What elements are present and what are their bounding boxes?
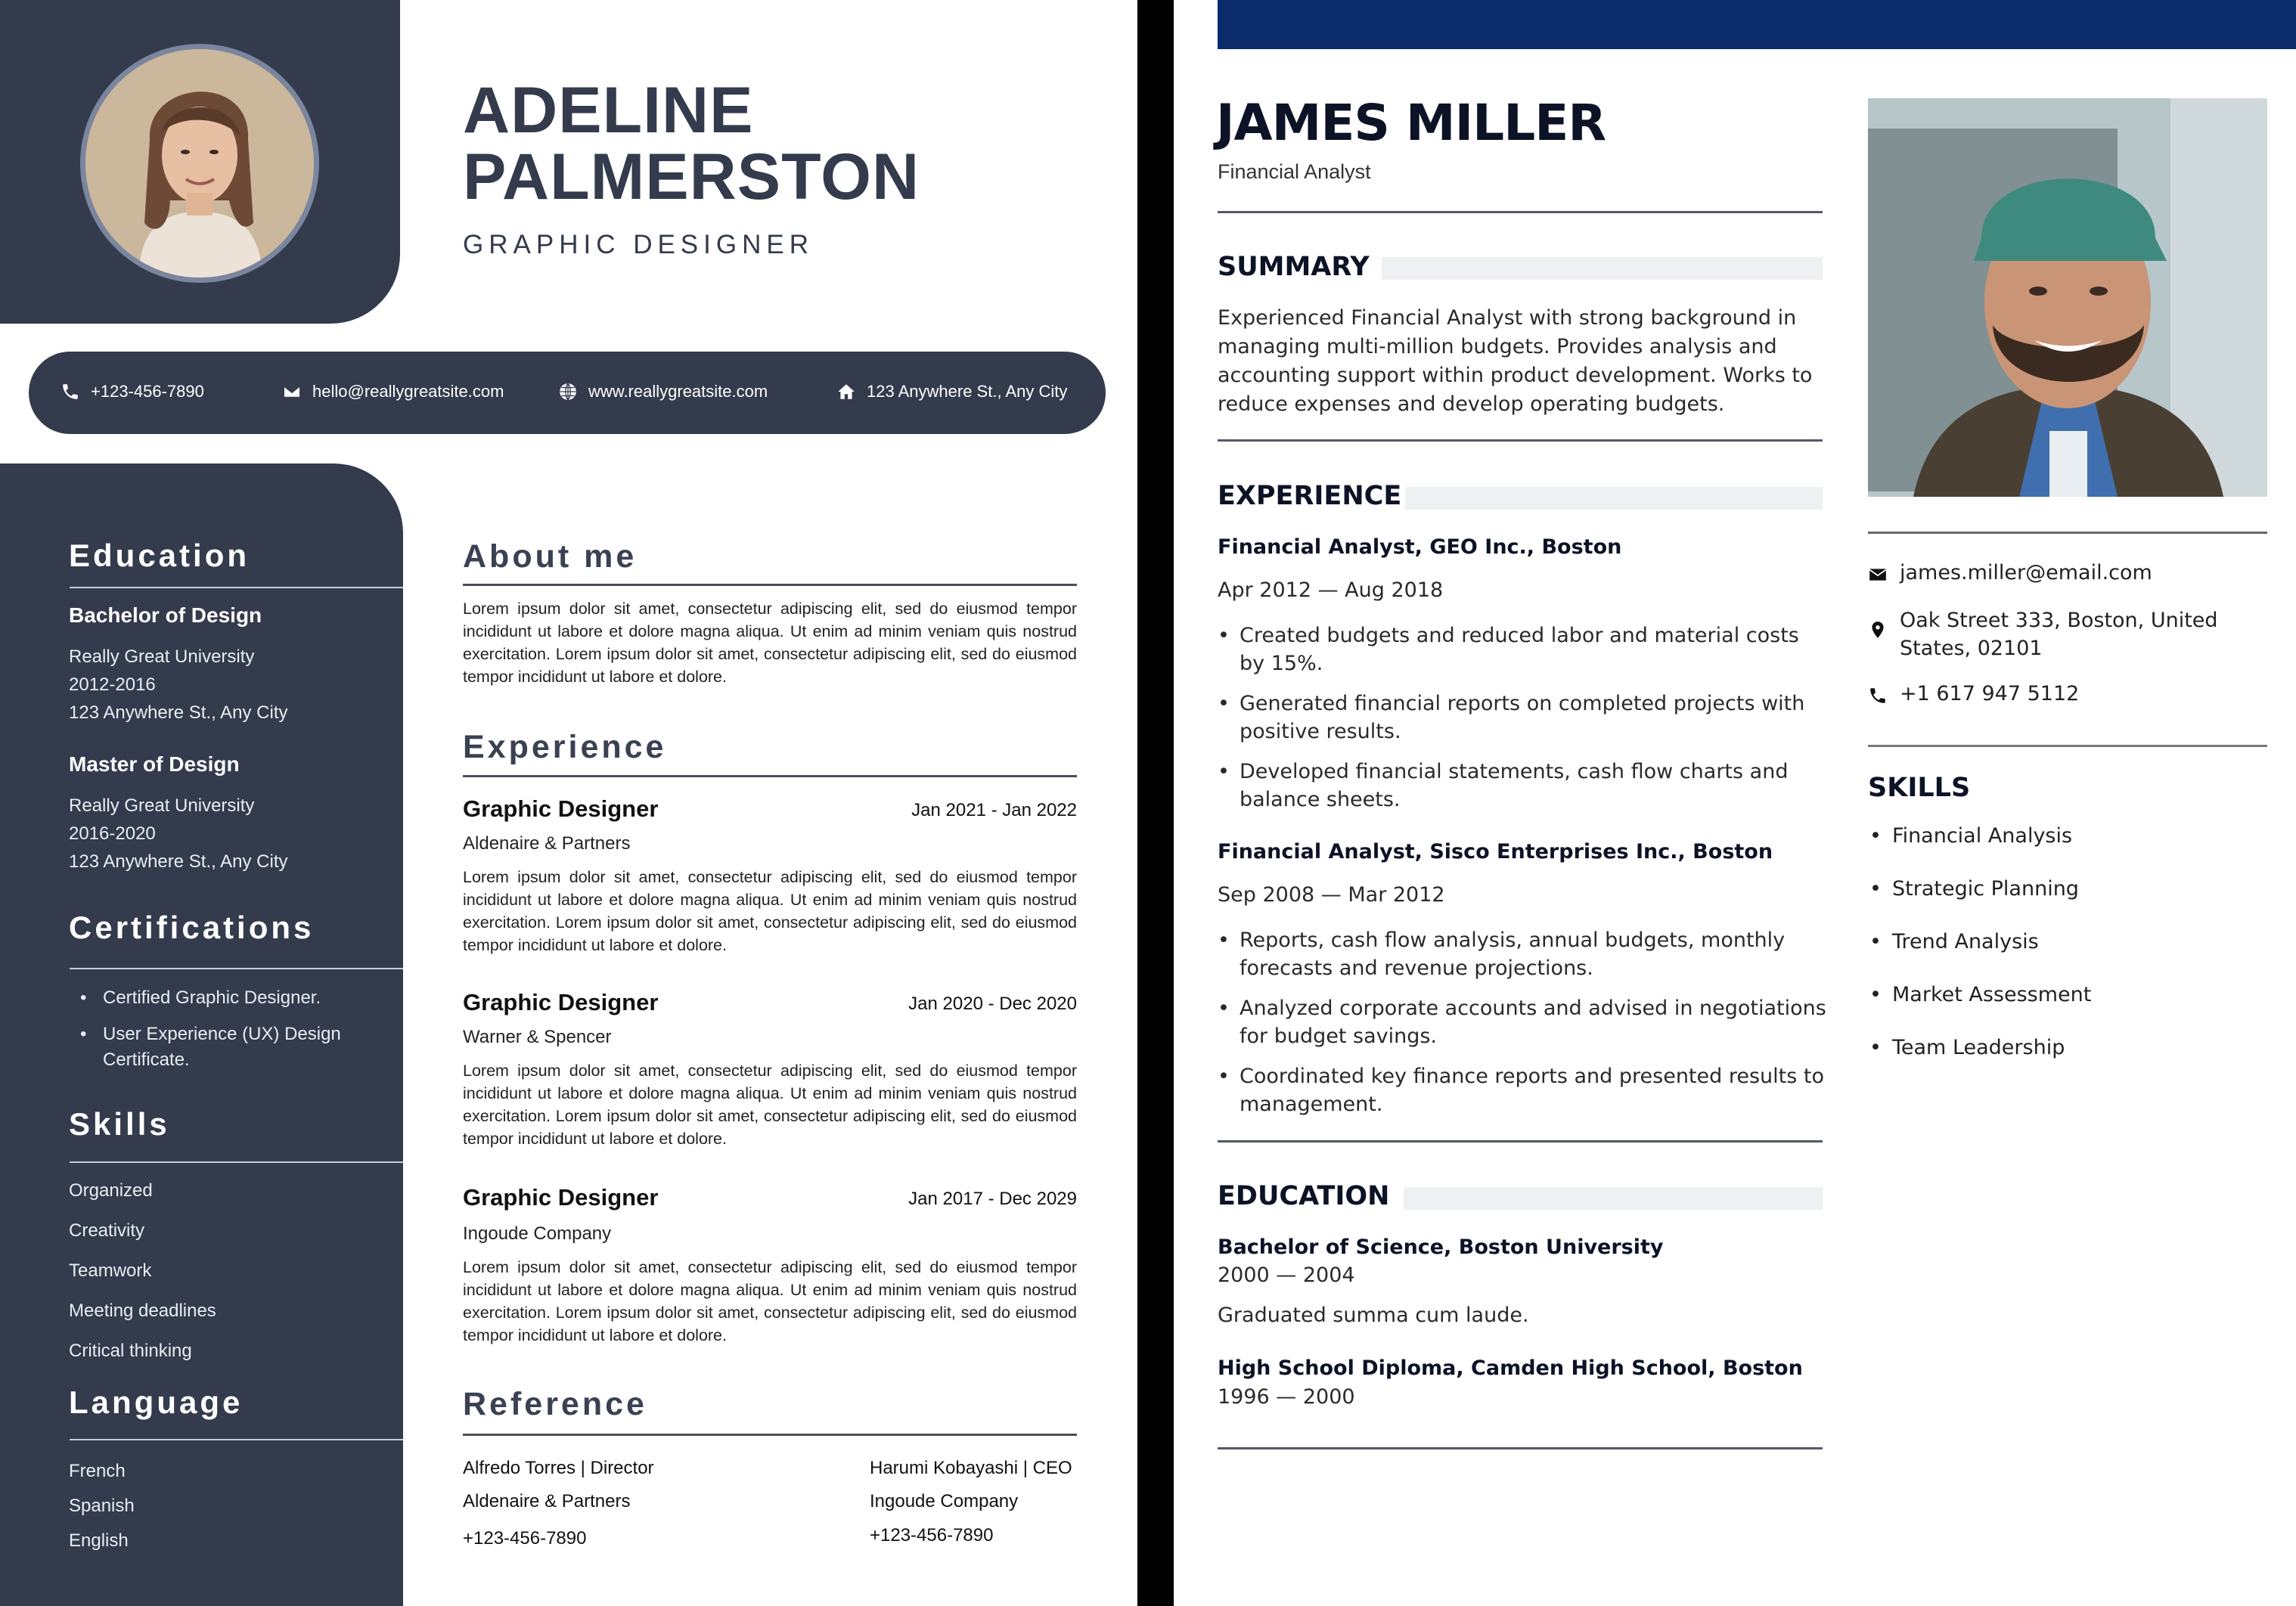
location-pin-icon [1868,620,1888,640]
skill-item: • Market Assessment [1868,983,2091,1036]
home-icon [836,382,856,402]
header-banner [1218,0,2296,49]
list-item: • Coordinated key finance reports and presented results to management. [1218,1062,1826,1118]
degree-title: Bachelor of Science, Boston University [1218,1236,1664,1259]
job-dates: Jan 2021 - Jan 2022 [911,800,1077,820]
contact-bar [29,352,1106,434]
reference-company: Aldenaire & Partners [463,1491,631,1511]
divider [463,1434,1077,1436]
job-dates: Jan 2017 - Dec 2029 [908,1189,1077,1209]
contact-phone-text: +123-456-7890 [91,382,204,401]
education-heading: EDUCATION [1218,1181,1390,1211]
profile-photo [85,49,314,277]
contact-address-text: Oak Street 333, Boston, United States, 02101 [1900,609,2218,660]
degree-school: Really Great University [69,646,255,667]
degree-school: Really Great University [69,795,255,816]
job-company: Ingoude Company [463,1223,612,1244]
language-item: Spanish [69,1496,135,1516]
job-company: Warner & Spencer [463,1027,612,1047]
language-heading: Language [69,1384,244,1420]
phone-icon [61,382,80,402]
contact-address [836,382,1067,402]
job-description: Lorem ipsum dolor sit amet, consectetur adipiscing elit, sed do eiusmod tempor incididunt ut labore et dolore magna aliqua. Ut enim ad minim veniam quis nostrud exercitation. Lorem ipsum dolor sit amet, consectetur adipiscing elit, sed do eiusmod tempor incididunt ut labore et dolore. [463,1258,1077,1344]
about-text: Lorem ipsum dolor sit amet, consectetur adipiscing elit, sed do eiusmod tempor incididunt ut labore et dolore magna aliqua. Ut enim ad minim veniam quis nostrud exercitation. Lorem ipsum dolor sit amet, consectetur adipiscing elit, sed do eiusmod tempor incididunt ut labore et dolore. [463,600,1077,686]
contact-email-text: hello@reallygreatsite.com [312,382,504,401]
contact-website[interactable] [558,382,768,402]
phone-icon [1868,686,1888,705]
divider [1868,532,2267,534]
reference-phone: +123-456-7890 [870,1525,994,1546]
contact-email[interactable] [1868,561,2152,584]
reference-company: Ingoude Company [870,1491,1019,1511]
language-item: English [69,1530,129,1551]
profile-photo [1868,98,2267,497]
degree-address: 123 Anywhere St., Any City [69,851,288,872]
degree-years: 2012-2016 [69,674,156,695]
job-dates: Jan 2020 - Dec 2020 [908,994,1077,1014]
contact-phone[interactable] [1868,682,2079,705]
job-title: Graphic Designer [463,795,659,822]
contact-email[interactable] [282,382,504,402]
language-item: French [69,1461,126,1481]
divider [463,775,1077,777]
skill-item: • Strategic Planning [1868,877,2091,930]
job-description: Lorem ipsum dolor sit amet, consectetur adipiscing elit, sed do eiusmod tempor incididunt ut labore et dolore magna aliqua. Ut enim ad minim veniam quis nostrud exercitation. Lorem ipsum dolor sit amet, consectetur adipiscing elit, sed do eiusmod tempor incididunt ut labore et dolore. [463,868,1077,954]
skill-item: Meeting deadlines [69,1301,216,1321]
heading-bar [1404,1187,1823,1210]
contact-phone[interactable] [61,382,204,402]
heading-bar [1382,257,1823,280]
job-title: Financial Analyst [1218,160,1371,183]
divider [70,968,403,969]
envelope-icon [282,382,302,402]
divider [1218,211,1823,213]
contact-email-text: james.miller@email.com [1900,561,2152,584]
reference-phone: +123-456-7890 [463,1528,587,1549]
divider [70,1161,403,1163]
degree-address: 123 Anywhere St., Any City [69,702,288,723]
list-item: • Analyzed corporate accounts and advised in negotiations for budget savings. [1218,994,1826,1050]
resume-james-miller [1174,0,2296,1606]
resume-adeline-palmerston [0,0,1137,1606]
envelope-icon [1868,565,1888,584]
skill-item: • Team Leadership [1868,1036,2091,1089]
list-item: • Developed financial statements, cash flow charts and balance sheets. [1218,758,1826,814]
degree-note: Graduated summa cum laude. [1218,1304,1529,1327]
summary-text: Experienced Financial Analyst with strong background in managing multi-million budgets. Provides analysis and accounting support within product development. Works to reduce expenses and develop operating budgets. [1218,306,1813,416]
experience-heading: Experience [463,729,667,765]
job-dates: Apr 2012 — Aug 2018 [1218,578,1444,602]
reference-name: Alfredo Torres | Director [463,1458,654,1478]
degree-years: 2016-2020 [69,823,156,844]
contact-address-text: 123 Anywhere St., Any City [867,382,1068,401]
divider [70,1439,403,1440]
heading-bar [1405,487,1823,510]
skill-item: • Financial Analysis [1868,824,2091,877]
degree-title: Bachelor of Design [69,603,262,627]
list-item: • User Experience (UX) Design Certificate. [80,1022,390,1073]
contact-address [1868,606,2246,662]
skills-heading: Skills [69,1106,170,1142]
job-title: Financial Analyst, GEO Inc., Boston [1218,535,1622,559]
globe-icon [558,382,578,402]
reference-name: Harumi Kobayashi | CEO [870,1458,1072,1478]
name: JAMES MILLER [1216,94,1606,152]
skill-item: Creativity [69,1220,145,1241]
contact-website-text: www.reallygreatsite.com [588,382,768,401]
education-heading: Education [69,538,250,573]
skill-item: • Trend Analysis [1868,930,2091,983]
list-item: • Created budgets and reduced labor and material costs by 15%. [1218,622,1826,677]
divider [1868,745,2267,747]
certifications-heading: Certifications [69,910,315,945]
degree-title: High School Diploma, Camden High School, Boston [1218,1356,1803,1380]
job-title: Financial Analyst, Sisco Enterprises Inc., Boston [1218,840,1773,863]
job-dates: Sep 2008 — Mar 2012 [1218,883,1445,907]
divider [1218,439,1823,442]
job-title: Graphic Designer [463,1184,659,1211]
divider [1218,1140,1823,1142]
job-bullets [1218,622,1826,826]
reference-heading: Reference [463,1386,647,1422]
degree-years: 1996 — 2000 [1218,1385,1355,1409]
list-item: • Certified Graphic Designer. [80,985,390,1011]
page-divider [1137,0,1174,1606]
list-item: • Generated financial reports on completed projects with positive results. [1218,690,1826,746]
skill-item: Critical thinking [69,1341,192,1361]
experience-heading: EXPERIENCE [1218,481,1402,511]
name-last: PALMERSTON [463,141,920,213]
job-company: Aldenaire & Partners [463,833,631,854]
skills-list [1868,824,2091,1089]
divider [463,584,1077,586]
skill-item: Organized [69,1180,153,1201]
list-item: • Reports, cash flow analysis, annual budgets, monthly forecasts and revenue projections. [1218,926,1826,982]
profile-photo-frame [80,44,319,283]
about-heading: About me [463,538,638,575]
skills-heading: SKILLS [1868,773,1971,803]
job-bullets [1218,926,1826,1130]
contact-phone-text: +1 617 947 5112 [1900,682,2080,705]
skill-item: Teamwork [69,1260,152,1281]
name-first: ADELINE [463,74,754,147]
degree-years: 2000 — 2004 [1218,1263,1355,1287]
job-title: GRAPHIC DESIGNER [463,230,814,259]
name-block [463,74,920,260]
job-title: Graphic Designer [463,989,659,1015]
sidebar [0,464,403,1606]
certifications-list [80,985,390,1084]
divider [1218,1447,1823,1449]
divider [70,587,403,588]
summary-heading: SUMMARY [1218,252,1370,282]
degree-title: Master of Design [69,752,240,776]
job-description: Lorem ipsum dolor sit amet, consectetur adipiscing elit, sed do eiusmod tempor incididunt ut labore et dolore magna aliqua. Ut enim ad minim veniam quis nostrud exercitation. Lorem ipsum dolor sit amet, consectetur adipiscing elit, sed do eiusmod tempor incididunt ut labore et dolore. [463,1062,1077,1148]
